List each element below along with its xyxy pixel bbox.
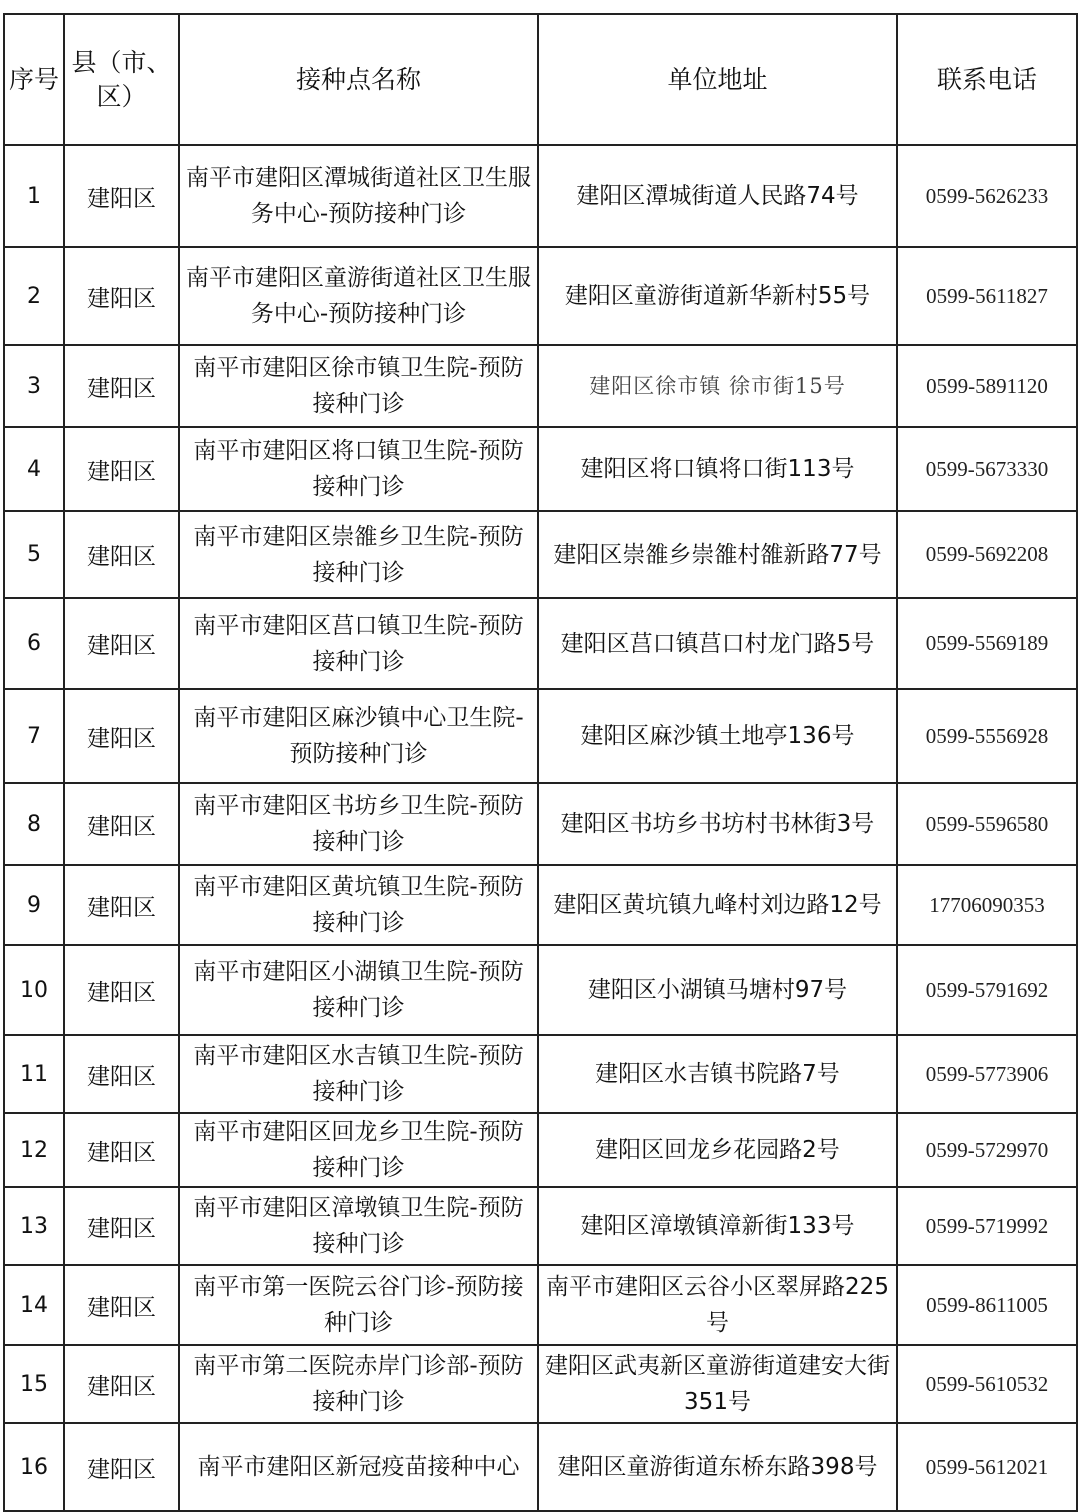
row-phone: 0599-5611827 [897,247,1077,345]
row-no: 14 [4,1265,64,1345]
row-address: 建阳区徐市镇 徐市街15号 [538,345,897,427]
table-row [4,1113,1077,1187]
vaccination-sites-table [3,13,1078,1512]
table-row [4,511,1077,598]
row-county: 建阳区 [64,247,179,345]
row-site-name: 南平市第一医院云谷门诊-预防接种门诊 [179,1265,538,1345]
row-no: 7 [4,689,64,783]
row-phone: 0599-5692208 [897,511,1077,598]
header-phone: 联系电话 [897,14,1077,145]
row-site-name: 南平市建阳区小湖镇卫生院-预防接种门诊 [179,945,538,1035]
row-county: 建阳区 [64,689,179,783]
row-phone: 0599-5610532 [897,1345,1077,1423]
row-no: 4 [4,427,64,511]
row-no: 12 [4,1113,64,1187]
row-site-name: 南平市建阳区回龙乡卫生院-预防接种门诊 [179,1113,538,1187]
row-site-name: 南平市建阳区潭城街道社区卫生服务中心-预防接种门诊 [179,145,538,247]
table-row [4,1345,1077,1423]
table-row [4,598,1077,689]
row-phone: 17706090353 [897,865,1077,945]
row-no: 9 [4,865,64,945]
row-county: 建阳区 [64,1113,179,1187]
row-county: 建阳区 [64,1265,179,1345]
row-address: 建阳区黄坑镇九峰村刘边路12号 [538,865,897,945]
table-row [4,689,1077,783]
row-address: 建阳区童游街道新华新村55号 [538,247,897,345]
row-phone: 0599-5612021 [897,1423,1077,1511]
row-address: 建阳区小湖镇马塘村97号 [538,945,897,1035]
header-no: 序号 [4,14,64,145]
table-row [4,1265,1077,1345]
table-row [4,1187,1077,1265]
row-address: 建阳区武夷新区童游街道建安大街351号 [538,1345,897,1423]
row-no: 8 [4,783,64,865]
row-no: 3 [4,345,64,427]
row-site-name: 南平市建阳区黄坑镇卫生院-预防接种门诊 [179,865,538,945]
row-site-name: 南平市建阳区崇雒乡卫生院-预防接种门诊 [179,511,538,598]
row-address: 建阳区漳墩镇漳新街133号 [538,1187,897,1265]
header-county: 县（市、区） [64,14,179,145]
header-row [4,14,1077,145]
row-phone: 0599-5729970 [897,1113,1077,1187]
row-no: 6 [4,598,64,689]
row-no: 5 [4,511,64,598]
row-site-name: 南平市建阳区书坊乡卫生院-预防接种门诊 [179,783,538,865]
row-no: 10 [4,945,64,1035]
row-site-name: 南平市建阳区将口镇卫生院-预防接种门诊 [179,427,538,511]
row-no: 13 [4,1187,64,1265]
row-site-name: 南平市第二医院赤岸门诊部-预防接种门诊 [179,1345,538,1423]
row-address: 建阳区回龙乡花园路2号 [538,1113,897,1187]
row-no: 11 [4,1035,64,1113]
row-phone: 0599-5596580 [897,783,1077,865]
row-county: 建阳区 [64,1035,179,1113]
row-address: 建阳区将口镇将口街113号 [538,427,897,511]
row-county: 建阳区 [64,427,179,511]
row-address: 建阳区童游街道东桥东路398号 [538,1423,897,1511]
row-site-name: 南平市建阳区麻沙镇中心卫生院-预防接种门诊 [179,689,538,783]
row-county: 建阳区 [64,1345,179,1423]
row-phone: 0599-5891120 [897,345,1077,427]
row-county: 建阳区 [64,1423,179,1511]
row-address: 建阳区崇雒乡崇雒村雒新路77号 [538,511,897,598]
row-phone: 0599-5556928 [897,689,1077,783]
row-county: 建阳区 [64,783,179,865]
row-phone: 0599-8611005 [897,1265,1077,1345]
table-row [4,345,1077,427]
row-county: 建阳区 [64,865,179,945]
row-phone: 0599-5569189 [897,598,1077,689]
table-row [4,427,1077,511]
row-county: 建阳区 [64,598,179,689]
table-row [4,145,1077,247]
row-no: 15 [4,1345,64,1423]
row-county: 建阳区 [64,345,179,427]
row-phone: 0599-5673330 [897,427,1077,511]
row-address: 建阳区水吉镇书院路7号 [538,1035,897,1113]
row-site-name: 南平市建阳区新冠疫苗接种中心 [179,1423,538,1511]
row-no: 2 [4,247,64,345]
row-no: 1 [4,145,64,247]
row-phone: 0599-5773906 [897,1035,1077,1113]
row-phone: 0599-5719992 [897,1187,1077,1265]
table-row [4,783,1077,865]
table-row [4,1423,1077,1511]
row-no: 16 [4,1423,64,1511]
row-address: 建阳区潭城街道人民路74号 [538,145,897,247]
table-row [4,247,1077,345]
row-county: 建阳区 [64,511,179,598]
row-address: 南平市建阳区云谷小区翠屏路225号 [538,1265,897,1345]
table-row [4,945,1077,1035]
header-address: 单位地址 [538,14,897,145]
row-address: 建阳区麻沙镇土地亭136号 [538,689,897,783]
row-county: 建阳区 [64,145,179,247]
table-row [4,1035,1077,1113]
header-name: 接种点名称 [179,14,538,145]
row-county: 建阳区 [64,945,179,1035]
table-row [4,865,1077,945]
row-address: 建阳区书坊乡书坊村书林街3号 [538,783,897,865]
row-site-name: 南平市建阳区莒口镇卫生院-预防接种门诊 [179,598,538,689]
row-phone: 0599-5626233 [897,145,1077,247]
row-site-name: 南平市建阳区水吉镇卫生院-预防接种门诊 [179,1035,538,1113]
row-county: 建阳区 [64,1187,179,1265]
row-phone: 0599-5791692 [897,945,1077,1035]
row-site-name: 南平市建阳区童游街道社区卫生服务中心-预防接种门诊 [179,247,538,345]
row-site-name: 南平市建阳区漳墩镇卫生院-预防接种门诊 [179,1187,538,1265]
row-address: 建阳区莒口镇莒口村龙门路5号 [538,598,897,689]
row-site-name: 南平市建阳区徐市镇卫生院-预防接种门诊 [179,345,538,427]
